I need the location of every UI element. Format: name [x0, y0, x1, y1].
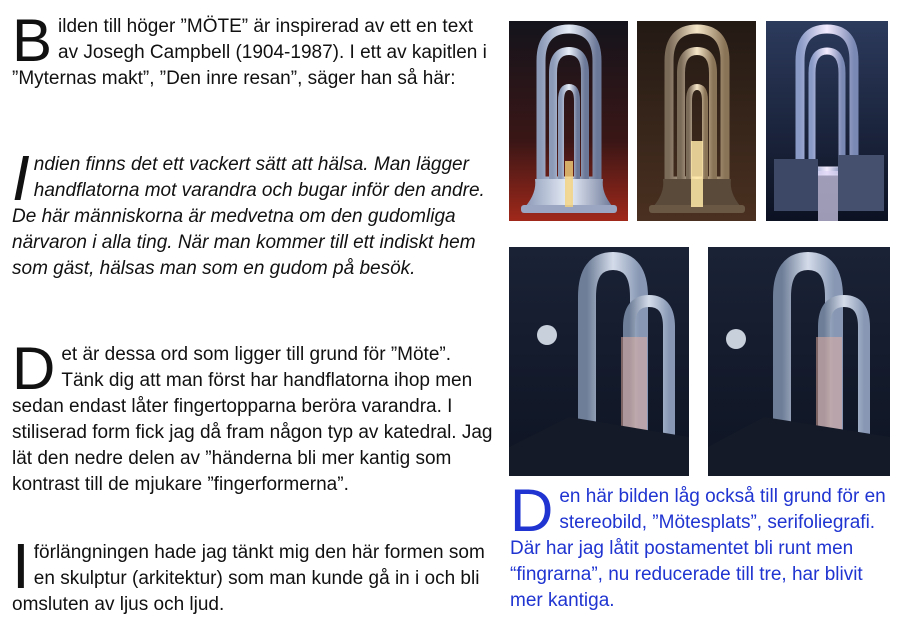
sculpture-blue-image	[766, 21, 888, 221]
sculpture-warm-image	[637, 21, 756, 221]
paragraph-text: et är dessa ord som ligger till grund för ”Möte”. Tänk dig att man först har handflatorna ihop men sedan endast låter fingertopparna beröra varandra. I stiliserad form fick jag då fram någon typ av katedral. Jag lät den nedre delen av ”händerna bli mer kantig som kontrast till de mjukare ”fingerformerna”.	[12, 344, 493, 495]
explanation-paragraph	[12, 335, 498, 498]
paragraph-text: ndien finns det ett vackert sätt att hälsa. Man lägger handflatorna mot varandra och bugar inför den andre. De här människorna är medvetna om den gudomliga närvaron i alla ting. När man kommer till ett indiskt hem som gäst, hälsas man som en gudom på besök.	[12, 154, 485, 279]
closing-paragraph	[12, 530, 498, 618]
intro-paragraph	[12, 7, 498, 92]
drop-cap: I	[12, 530, 30, 602]
paragraph-text: ilden till höger ”MÖTE” är inspirerad av ett en text av Josegh Campbell (1904-1987). I ett av kapitlen i ”Myternas makt”, ”Den inre resan”, säger han så här:	[12, 16, 487, 89]
drop-cap: I	[12, 142, 30, 214]
stereo-right-image	[708, 247, 890, 476]
drop-cap: D	[510, 477, 554, 544]
quote-paragraph	[12, 142, 498, 282]
drop-cap: B	[12, 7, 53, 74]
caption-paragraph	[510, 477, 890, 614]
sculpture-red-image	[509, 21, 628, 221]
paragraph-text: en här bilden låg också till grund för en stereobild, ”Mötesplats”, serifoliegrafi. Där har jag låtit postamentet bli runt men “fingrarna”, nu reducerade till tre, har blivit mer kantiga.	[510, 486, 886, 611]
stereo-left-image	[509, 247, 689, 476]
paragraph-text: förlängningen hade jag tänkt mig den här formen som en skulptur (arkitektur) som man kunde gå in i och bli omsluten av ljus och ljud.	[12, 542, 485, 615]
drop-cap: D	[12, 335, 56, 402]
